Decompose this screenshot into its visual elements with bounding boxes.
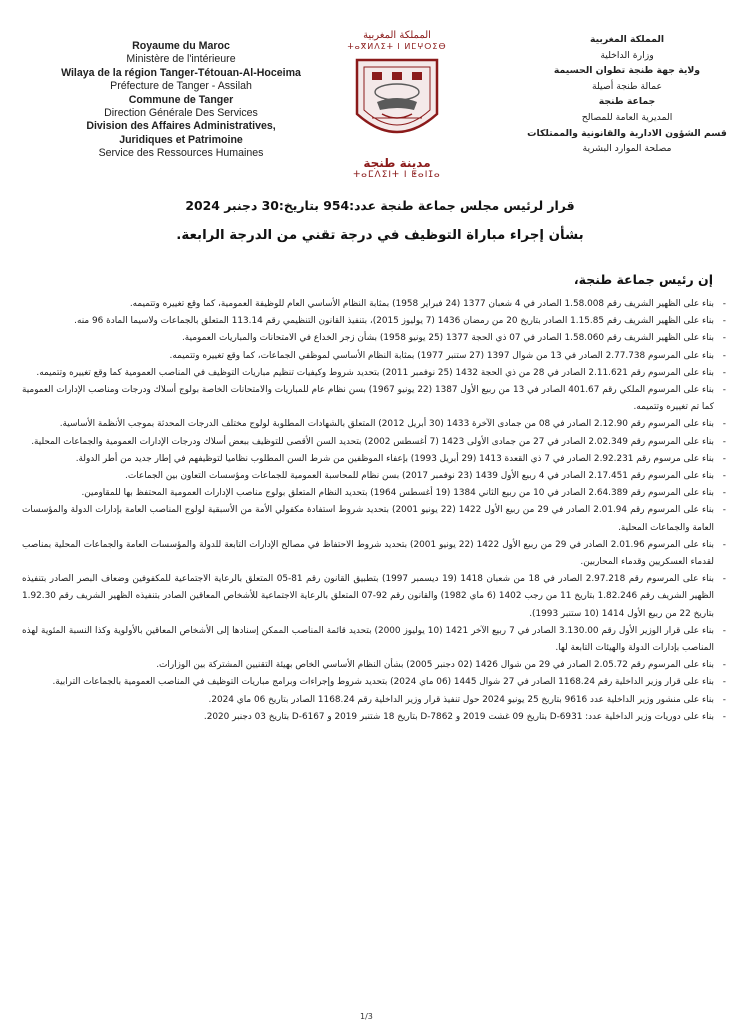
arabic-line: جماعة طنجة xyxy=(598,96,656,108)
bullet-dash: - xyxy=(722,711,726,722)
french-line: Ministère de l'intérieure xyxy=(126,53,236,66)
list-item xyxy=(22,623,726,657)
list-item xyxy=(22,692,726,709)
list-item xyxy=(22,485,726,502)
list-item xyxy=(22,502,726,536)
arabic-line: قسم الشؤون الادارية والقانونية والممتلكات xyxy=(527,127,727,139)
clause-text: بناء على الظهير الشريف رقم 1.58.008 الصادر في 4 شعبان 1377 (24 فبراير 1958) بمثابة النظام الأساسي العام للوظيفة العمومية، كما وقع تغييره وتتميمه. xyxy=(129,299,714,309)
clause-text: بناء على المرسوم 2.77.738 الصادر في 13 من شوال 1397 (27 ستنبر 1977) بمثابة النظام الأساسي لموظفي الجماعات، كما وقع تغييره وتتميمه. xyxy=(169,350,714,361)
french-line: Juridiques et Patrimoine xyxy=(119,133,243,146)
list-item xyxy=(22,348,726,365)
bullet-dash: - xyxy=(722,350,726,361)
bullet-dash: - xyxy=(722,385,726,396)
bullet-dash: - xyxy=(722,694,726,705)
bullet-dash: - xyxy=(722,471,726,482)
french-line: Royaume du Maroc xyxy=(132,40,230,52)
french-line: Division des Affaires Administratives, xyxy=(86,120,276,133)
french-line: Service des Ressources Humaines xyxy=(98,147,264,160)
list-item xyxy=(22,365,726,382)
clause-text: بناء على المرسوم رقم 2.05.72 الصادر في 29 من شوال 1426 (02 دجنبر 2005) بشأن النظام الأساسي الخاص بهيئة التقنيين المشتركة بين الوزارات. xyxy=(156,660,714,671)
clause-text: بناء على المرسوم رقم 2.11.621 الصادر في 28 من ذي الحجة 1432 (25 نوفمبر 2011) بتحديد شروط وكيفيات تنظيم مباريات التوظيف في المناصب العمومية كما وقع تغييره وتتميمه. xyxy=(36,367,714,378)
bullet-dash: - xyxy=(722,574,726,585)
bullet-dash: - xyxy=(722,436,726,447)
arabic-line: وزارة الداخلية xyxy=(600,49,654,61)
seal-city-arabic: مدينة طنجة xyxy=(363,156,431,170)
bullet-dash: - xyxy=(722,316,726,327)
clause-text: بناء على قرار الوزير الأول رقم 3.130.00 الصادر في 7 ربيع الآخر 1421 (10 يوليوز 2000) بتحديد قائمة المناصب الممكن إسنادها إلى الأشخاص المعاقين بالأولوية وكذا النسبة المئوية لهذه المناصب بإدارات الدولة والهيئات التابعة لها. xyxy=(22,625,714,654)
bullet-dash: - xyxy=(722,419,726,430)
list-item xyxy=(22,416,726,433)
bullet-dash: - xyxy=(722,333,726,344)
list-item xyxy=(22,468,726,485)
bullet-dash: - xyxy=(722,677,726,688)
clause-text: بناء على المرسوم الملكي رقم 401.67 الصادر في 13 من ربيع الأول 1387 (22 يونيو 1967) بسن نظام عام للمباريات والامتحانات الخاصة بولوج أسلاك ودرجات ومناصب الإدارات العمومية كما تم تغييره وتتميمه. xyxy=(22,385,714,413)
bullet-dash: - xyxy=(722,453,726,464)
list-item xyxy=(22,709,726,726)
seal-top-arabic: المملكة المغربية xyxy=(363,30,431,41)
header-arabic xyxy=(527,32,727,157)
legal-basis-list xyxy=(22,296,726,726)
bullet-dash: - xyxy=(722,539,726,550)
list-item xyxy=(22,434,726,451)
list-item xyxy=(22,657,726,674)
arabic-line: عمالة طنجة أصيلة xyxy=(591,80,663,92)
bullet-dash: - xyxy=(722,488,726,499)
clause-text: بناء على قرار وزير الداخلية رقم 1168.24 الصادر في 27 شوال 1445 (06 ماي 2024) بتحديد شروط وإجراءات وبرامج مباريات التوظيف في المناصب العمومية بالجماعات الترابية. xyxy=(52,677,714,688)
clause-text: بناء على المرسوم رقم 2.17.451 الصادر في 4 ربيع الأول 1439 (23 نوفمبر 2017) بسن نظام للمحاسبة العمومية للجماعات ومؤسسات التعاون بين الجماعات. xyxy=(125,471,714,482)
french-line: Direction Générale Des Services xyxy=(104,107,258,120)
clause-text: بناء على المرسوم رقم 2.97.218 الصادر في 18 من شعبان 1418 (19 ديسمبر 1997) بتطبيق القانون رقم 81-05 المتعلق بالرعاية الاجتماعية للمكفوفين وضعاف البصر الصادر بتنفيذه الظهير الشريف رقم 1.82.246 بتاريخ 11 من رجب 1402 (6 ماي 1982) والقانون رقم 92-07 المتعلق بالرعاية الاجتماعية للأشخاص المعاقين الصادر بتنفيذه الظهير الشريف رقم 1.92.30 بتاريخ 22 من ربيع الأول 1414 (10 ستنبر 1993). xyxy=(22,574,715,619)
bullet-dash: - xyxy=(722,299,726,309)
list-item xyxy=(22,537,726,571)
french-line: Wilaya de la région Tanger-Tétouan-Al-Hoceima xyxy=(61,66,301,79)
bullet-dash: - xyxy=(722,625,726,636)
arabic-line: ولاية جهة طنجة تطوان الحسيمة xyxy=(553,65,701,77)
tangier-seal xyxy=(332,30,462,180)
clause-text: بناء على مرسوم رقم 2.92.231 الصادر في 7 ذي القعدة 1413 (29 أبريل 1993) بإعفاء الموظفين من شرط السن المطلوب نظاميا لتوظيفهم في إطار جديد من أطر الدولة. xyxy=(75,453,714,464)
french-line: Préfecture de Tanger - Assilah xyxy=(110,80,252,93)
list-item xyxy=(22,296,726,313)
clause-text: بناء على منشور وزير الداخلية عدد 9616 بتاريخ 25 يونيو 2024 حول تنفيذ قرار وزير الداخلية رقم 1168.24 الصادر بتاريخ 06 ماي 2024. xyxy=(208,694,714,705)
arabic-line: المملكة المغربية xyxy=(589,34,665,45)
intro-line: إن رئيس جماعة طنجة، xyxy=(573,272,713,287)
coat-of-arms-icon xyxy=(342,52,452,152)
clause-text: بناء على المرسوم رقم 2.64.389 الصادر في 10 من ربيع الثاني 1384 (19 أغسطس 1964) بتحديد النظام المتعلق بولوج مناصب الإدارات العمومية المحتفظ بها للمقاومين. xyxy=(81,488,714,499)
page-number: 1/3 xyxy=(360,1012,373,1021)
arabic-line: مصلحة الموارد البشرية xyxy=(582,143,672,155)
list-item xyxy=(22,313,726,330)
clause-text: بناء على الظهير الشريف رقم 1.15.85 الصادر بتاريخ 20 من رمضان 1436 (7 يوليوز 2015)، بتنفيذ القانون التنظيمي رقم 113.14 المتعلق بالجماعات ولاسيما المادة 96 منه. xyxy=(74,316,714,327)
seal-city-tifinagh: ⵜⴰⵎⴷⵉⵏⵜ ⵏ ⵟⴰⵏⵊⴰ xyxy=(353,170,441,180)
french-line: Commune de Tanger xyxy=(128,93,234,106)
clause-text: بناء على الظهير الشريف رقم 1.58.060 الصادر في 07 ذي الحجة 1377 (25 يونيو 1958) بشأن زجر الخداع في الامتحانات والمباريات العمومية. xyxy=(181,333,714,344)
clause-text: بناء على المرسوم 2.01.96 الصادر في 29 من ربيع الأول 1422 (22 يونيو 2001) بتحديد شروط الاحتفاظ في مصالح الإدارات التابعة للدولة والمؤسسات العامة والجماعات المحلية بمناصب لقدماء العسكريين وقدماء المحاربين. xyxy=(22,539,714,568)
list-item xyxy=(22,330,726,347)
arabic-line: المديرية العامة للمصالح xyxy=(581,111,673,123)
clause-text: بناء على المرسوم رقم 2.01.94 الصادر في 29 من ربيع الأول 1422 (22 يونيو 2001) بتحديد شروط استفادة مكفولي الأمة من الأسبقية لولوج المناصب العامة بإدارات الدولة والمؤسسات العامة والجماعات المحلية. xyxy=(22,505,715,533)
decision-title: قرار لرئيس مجلس جماعة طنجة عدد:954 بتاريخ:30 دجنبر 2024 xyxy=(185,198,575,213)
clause-text: بناء على دوريات وزير الداخلية عدد: D-6931 بتاريخ 09 غشت 2019 و D-7862 بتاريخ 18 شتنبر 2019 و D-6167 بتاريخ 03 دجنبر 2020. xyxy=(203,711,714,722)
decision-subject: بشأن إجراء مباراة التوظيف في درجة تقني من الدرجة الرابعة. xyxy=(176,228,584,243)
clause-text: بناء على المرسوم رقم 2.02.349 الصادر في 27 من جمادى الأولى 1423 (7 أغسطس 2002) بتحديد السن الأقصى للتوظيف ببعض أسلاك ودرجات الإدارات العمومية والجماعات المحلية. xyxy=(31,436,714,447)
list-item xyxy=(22,571,726,623)
header-french xyxy=(36,40,326,161)
clause-text: بناء على المرسوم رقم 2.12.90 الصادر في 08 من جمادى الآخرة 1433 (30 أبريل 2012) المتعلق بالشهادات المطلوبة لولوج مختلف الدرجات المحدثة بموجب الأنظمة الأساسية. xyxy=(59,419,714,430)
bullet-dash: - xyxy=(722,660,726,671)
bullet-dash: - xyxy=(722,505,726,516)
seal-top-tifinagh: ⵜⴰⴳⵍⴷⵉⵜ ⵏ ⵍⵎⵖⵔⵉⴱ xyxy=(347,42,447,51)
list-item xyxy=(22,382,726,416)
list-item xyxy=(22,451,726,468)
list-item xyxy=(22,674,726,691)
bullet-dash: - xyxy=(722,367,726,378)
